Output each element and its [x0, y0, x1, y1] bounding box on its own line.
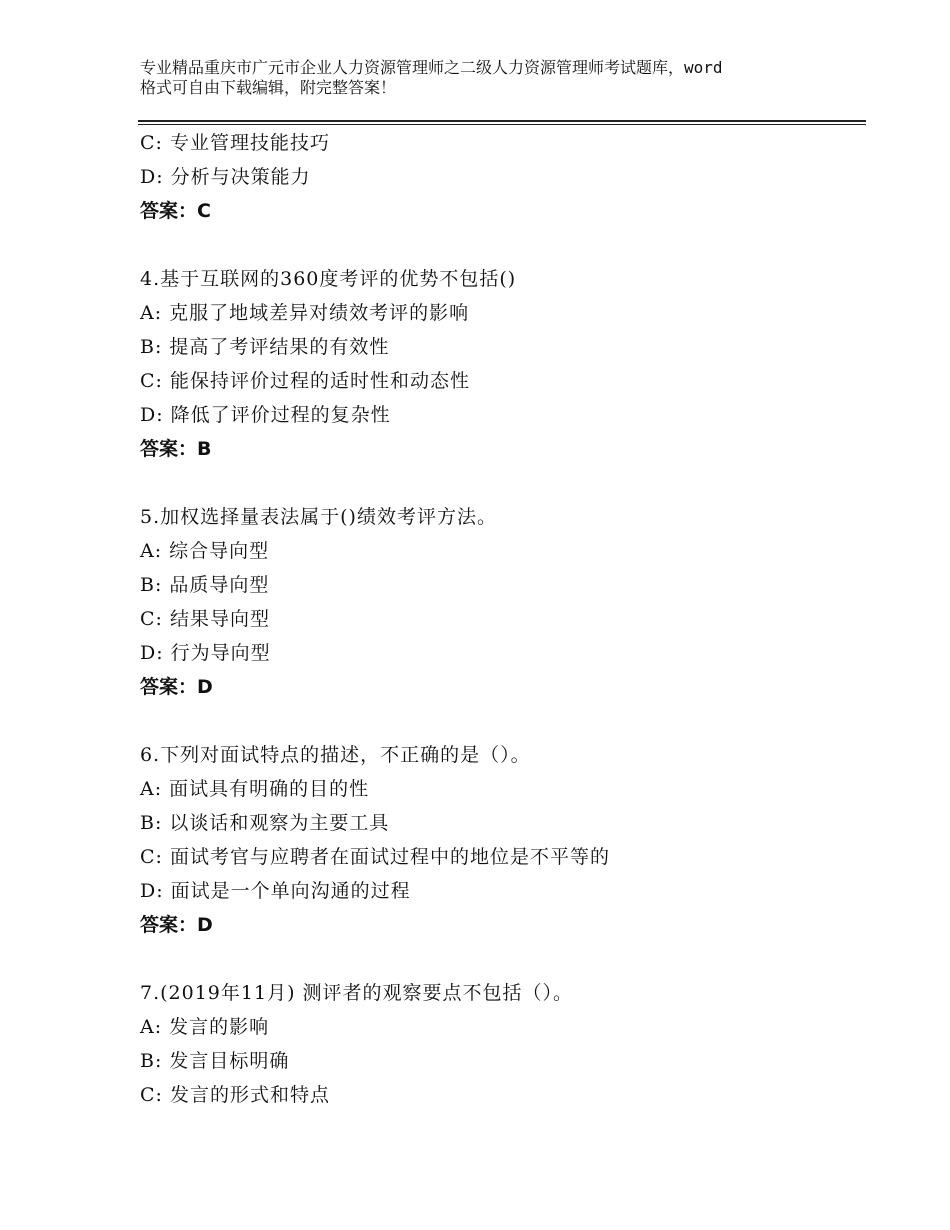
option-c: C: 能保持评价过程的适时性和动态性: [140, 370, 470, 392]
option-d: D: 面试是一个单向沟通的过程: [140, 880, 411, 902]
answer-label: 答案：D: [140, 914, 213, 936]
spacer: [140, 466, 860, 500]
question-text: 5.加权选择量表法属于()绩效考评方法。: [140, 506, 497, 528]
header-title-line-1: 专业精品重庆市广元市企业人力资源管理师之二级人力资源管理师考试题库，word: [140, 58, 723, 77]
question-5: [140, 500, 860, 704]
option-b: B: 以谈话和观察为主要工具: [140, 812, 390, 834]
header-rule-thin: [138, 124, 866, 125]
spacer: [140, 228, 860, 262]
option-b: B: 品质导向型: [140, 574, 270, 596]
option-a: A: 综合导向型: [140, 540, 270, 562]
option-b: B: 提高了考评结果的有效性: [140, 336, 390, 358]
document-header: [140, 58, 840, 98]
header-title-line-2: 格式可自由下载编辑，附完整答案！: [140, 78, 397, 97]
answer-label: 答案：D: [140, 676, 213, 698]
option-c: C: 结果导向型: [140, 608, 270, 630]
question-text: 6.下列对面试特点的描述，不正确的是（）。: [140, 744, 531, 766]
option-c: C: 发言的形式和特点: [140, 1084, 330, 1106]
option-b: B: 发言目标明确: [140, 1050, 290, 1072]
question-7: [140, 976, 860, 1112]
answer-label: 答案：C: [140, 200, 211, 222]
option-c: C: 面试考官与应聘者在面试过程中的地位是不平等的: [140, 846, 610, 868]
spacer: [140, 704, 860, 738]
option-d: D: 分析与决策能力: [140, 166, 311, 188]
option-a: A: 克服了地域差异对绩效考评的影响: [140, 302, 470, 324]
question-list: [140, 126, 860, 1112]
answer-label: 答案：B: [140, 438, 212, 460]
question-3: [140, 126, 860, 228]
question-4: [140, 262, 860, 466]
option-a: A: 发言的影响: [140, 1016, 270, 1038]
question-text: 7.(2019年11月) 测评者的观察要点不包括（）。: [140, 982, 574, 1004]
option-d: D: 降低了评价过程的复杂性: [140, 404, 391, 426]
option-c: C: 专业管理技能技巧: [140, 132, 330, 154]
header-rule-thick: [138, 120, 866, 122]
question-6: [140, 738, 860, 942]
option-d: D: 行为导向型: [140, 642, 271, 664]
option-a: A: 面试具有明确的目的性: [140, 778, 370, 800]
question-text: 4.基于互联网的360度考评的优势不包括(): [140, 268, 517, 290]
spacer: [140, 942, 860, 976]
